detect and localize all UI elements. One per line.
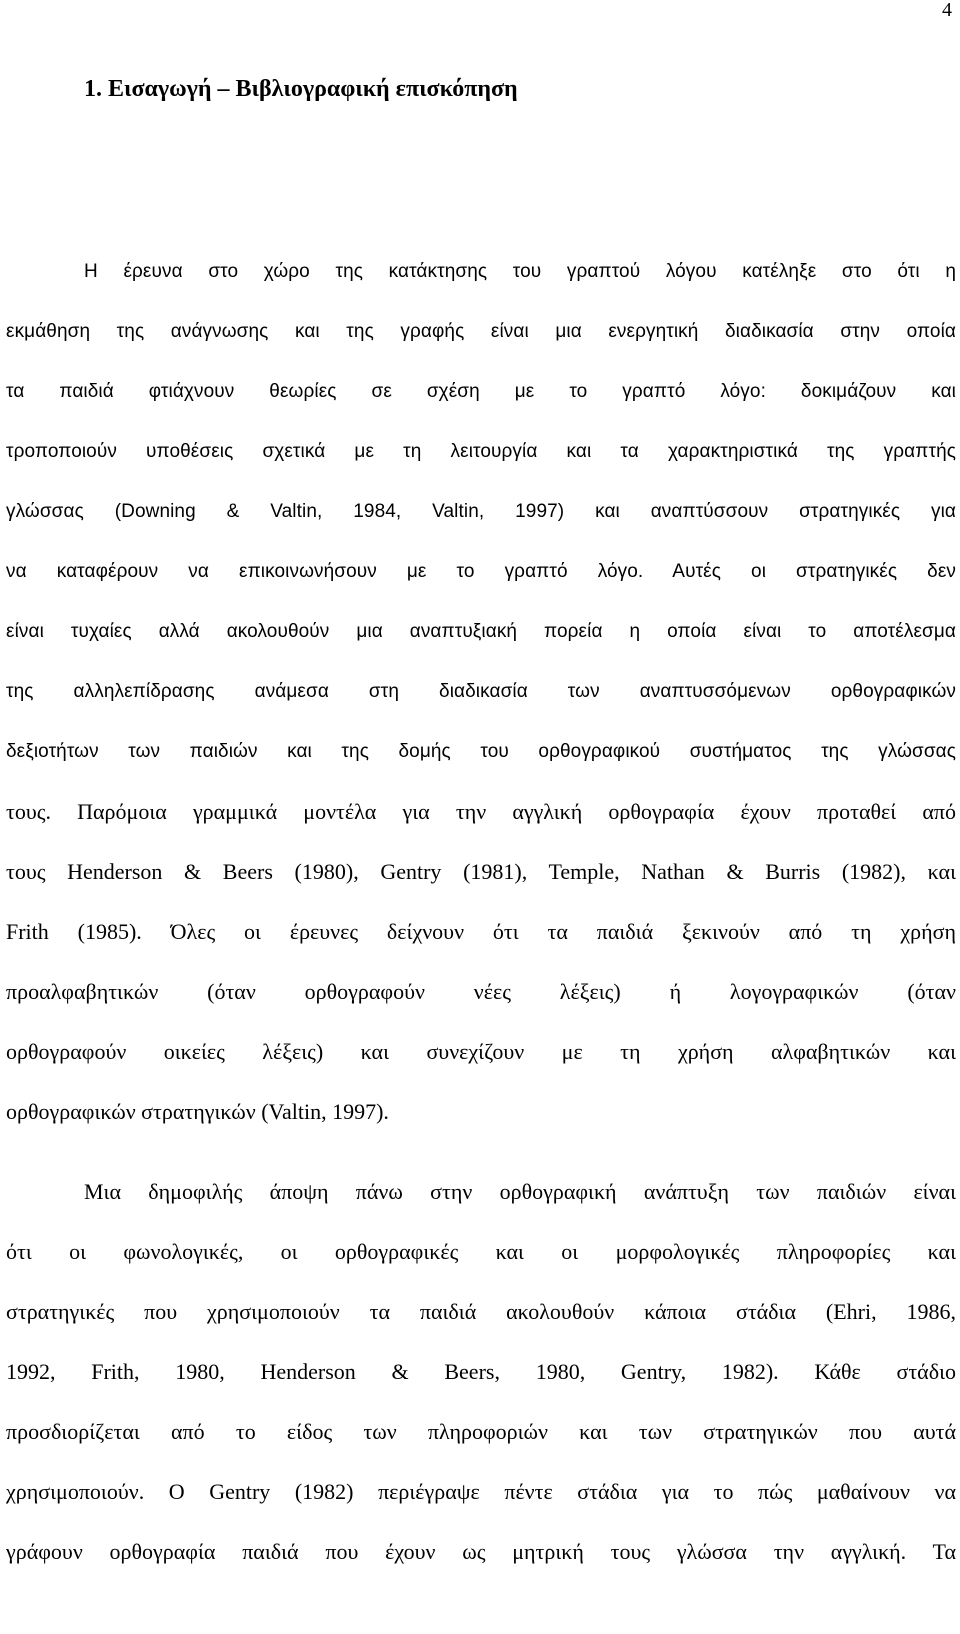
- paragraph-line: ορθογραφούν οικείες λέξεις) και συνεχίζουν με τη χρήση αλφαβητικών και: [6, 1039, 956, 1064]
- paragraph-line: ότι οι φωνολογικές, οι ορθογραφικές και οι μορφολογικές πληροφορίες και: [6, 1239, 956, 1264]
- paragraph-1: [6, 242, 956, 1142]
- paragraph-line: γράφουν ορθογραφία παιδιά που έχουν ως μητρική τους γλώσσα την αγγλική. Τα: [6, 1539, 956, 1564]
- paragraph-line: τους Henderson & Beers (1980), Gentry (1981), Temple, Nathan & Burris (1982), και: [6, 859, 956, 884]
- paragraph-line: τα παιδιά φτιάχνουν θεωρίες σε σχέση με το γραπτό λόγο: δοκιμάζουν και: [6, 381, 956, 402]
- paragraph-line: είναι τυχαίες αλλά ακολουθούν μια αναπτυξιακή πορεία η οποία είναι το αποτέλεσμα: [6, 621, 956, 642]
- paragraph-line: 1992, Frith, 1980, Henderson & Beers, 1980, Gentry, 1982). Κάθε στάδιο: [6, 1359, 956, 1384]
- paragraph-2: [6, 1162, 956, 1582]
- paragraph-line: στρατηγικές που χρησιμοποιούν τα παιδιά ακολουθούν κάποια στάδια (Ehri, 1986,: [6, 1299, 956, 1324]
- paragraph-line: γλώσσας (Downing & Valtin, 1984, Valtin, 1997) και αναπτύσσουν στρατηγικές για: [6, 501, 956, 522]
- paragraph-line: εκμάθηση της ανάγνωσης και της γραφής είναι μια ενεργητική διαδικασία στην οποία: [6, 321, 956, 342]
- paragraph-line: της αλληλεπίδρασης ανάμεσα στη διαδικασία των αναπτυσσόμενων ορθογραφικών: [6, 681, 956, 702]
- paragraph-line: προαλφαβητικών (όταν ορθογραφούν νέες λέξεις) ή λογογραφικών (όταν: [6, 979, 956, 1004]
- paragraph-line: προσδιορίζεται από το είδος των πληροφοριών και των στρατηγικών που αυτά: [6, 1419, 956, 1444]
- paragraph-line: να καταφέρουν να επικοινωνήσουν με το γραπτό λόγο. Αυτές οι στρατηγικές δεν: [6, 561, 956, 582]
- paragraph-line: Frith (1985). Όλες οι έρευνες δείχνουν ότι τα παιδιά ξεκινούν από τη χρήση: [6, 919, 956, 944]
- paragraph-line: τροποποιούν υποθέσεις σχετικά με τη λειτουργία και τα χαρακτηριστικά της γραπτής: [6, 441, 956, 462]
- paragraph-line: δεξιοτήτων των παιδιών και της δομής του ορθογραφικού συστήματος της γλώσσας: [6, 741, 956, 762]
- paragraph-line: Η έρευνα στο χώρο της κατάκτησης του γραπτού λόγου κατέληξε στο ότι η: [84, 261, 956, 282]
- paragraph-line: χρησιμοποιούν. Ο Gentry (1982) περιέγραψε πέντε στάδια για το πώς μαθαίνουν να: [6, 1479, 956, 1504]
- paragraph-line: Μια δημοφιλής άποψη πάνω στην ορθογραφική ανάπτυξη των παιδιών είναι: [84, 1179, 956, 1204]
- section-heading: 1. Εισαγωγή – Βιβλιογραφική επισκόπηση: [84, 76, 518, 102]
- page-number: 4: [942, 0, 952, 21]
- paragraph-line: τους. Παρόμοια γραμμικά μοντέλα για την αγγλική ορθογραφία έχουν προταθεί από: [6, 799, 956, 824]
- paragraph-line: ορθογραφικών στρατηγικών (Valtin, 1997).: [6, 1099, 389, 1124]
